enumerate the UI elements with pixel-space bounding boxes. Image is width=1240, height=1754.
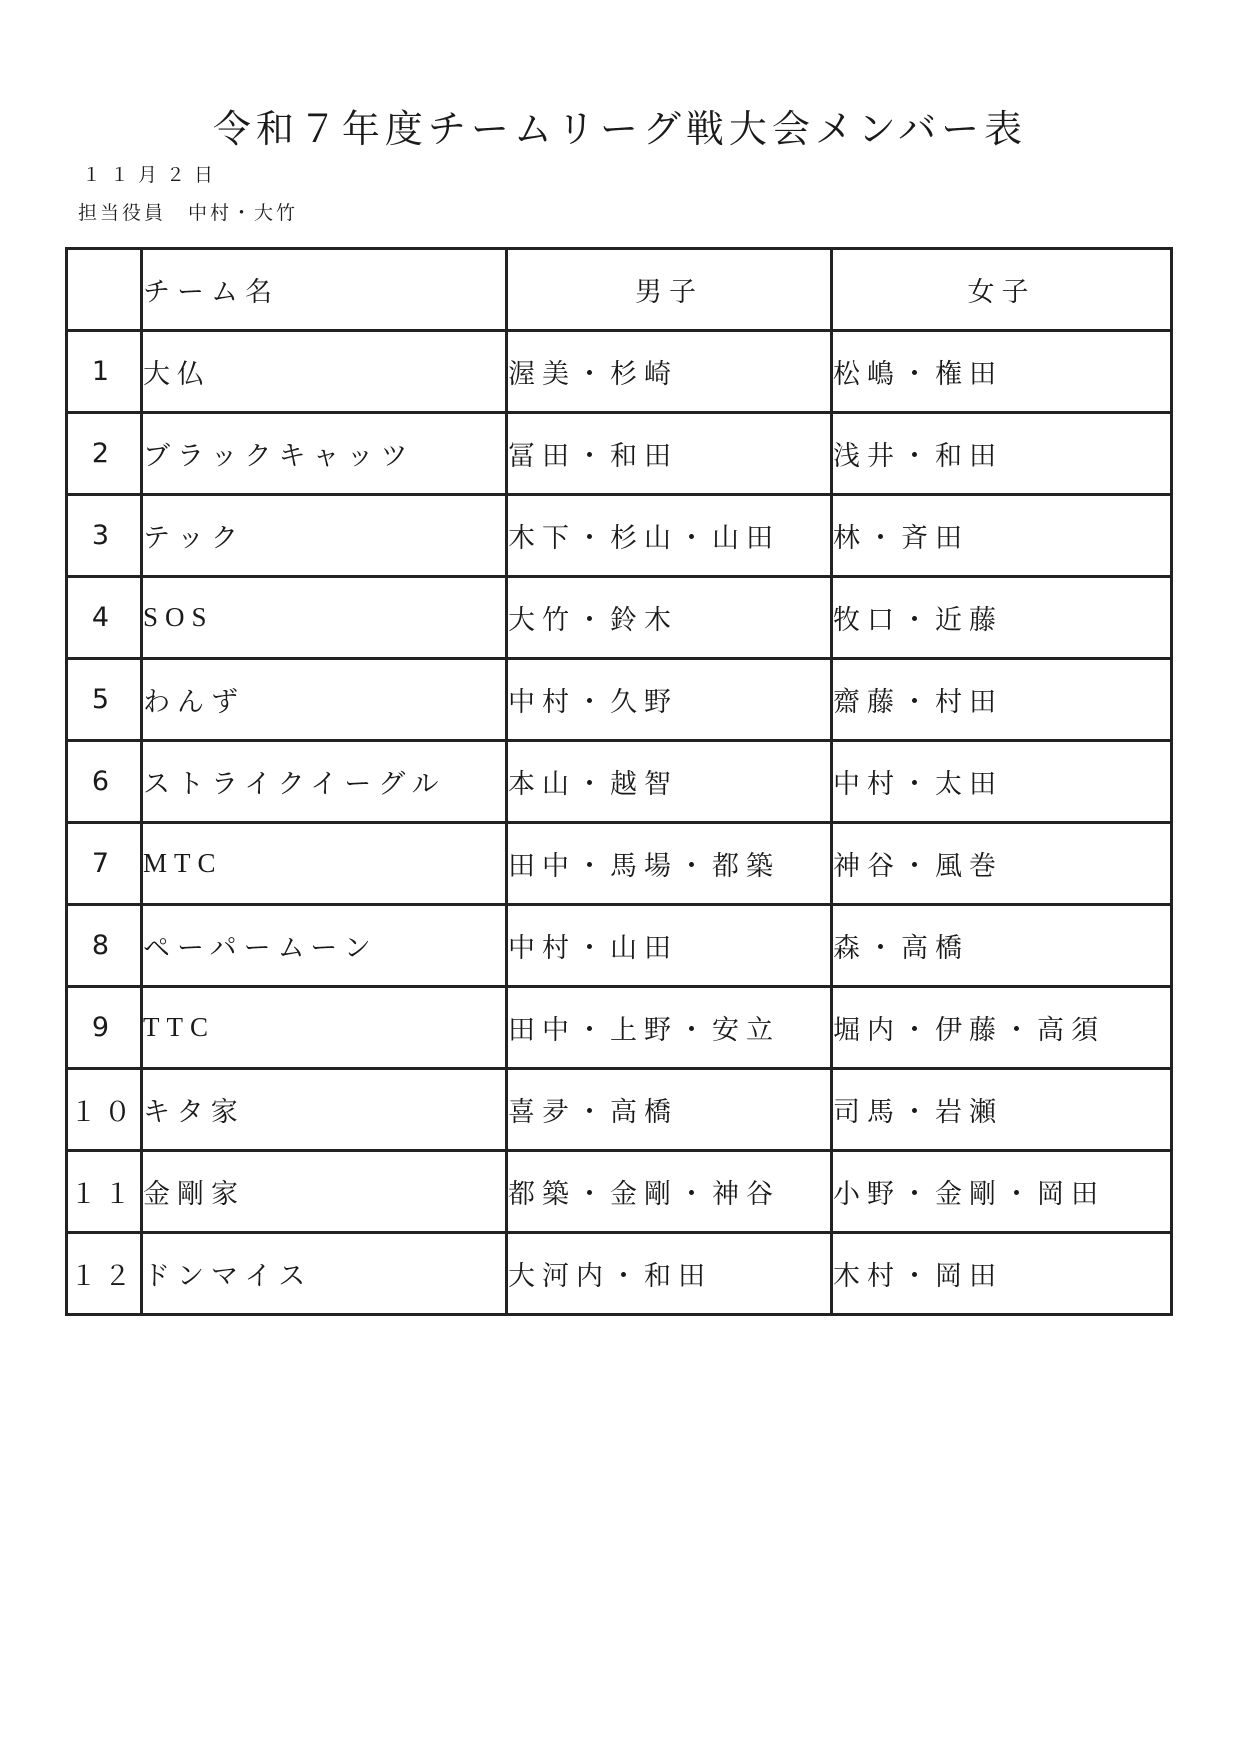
boys-members-cell: 田中・馬場・都築: [507, 823, 832, 905]
boys-members-cell: 木下・杉山・山田: [507, 495, 832, 577]
girls-members-cell: 木村・岡田: [832, 1233, 1172, 1315]
team-name-cell: 大仏: [142, 331, 507, 413]
header-boys: 男子: [507, 249, 832, 331]
document-date: １１月２日: [82, 164, 223, 186]
boys-members-cell: 大竹・鈴木: [507, 577, 832, 659]
row-number: 7: [67, 823, 142, 905]
officers-line: 担当役員 中村・大竹: [78, 202, 299, 224]
table-row: [67, 577, 1172, 659]
girls-members-cell: 小野・金剛・岡田: [832, 1151, 1172, 1233]
team-name-cell: SOS: [142, 577, 507, 659]
table-header-row: [67, 249, 1172, 331]
table-row: [67, 987, 1172, 1069]
row-number: 5: [67, 659, 142, 741]
table-row: [67, 823, 1172, 905]
row-number: １１: [67, 1151, 142, 1233]
row-number: 9: [67, 987, 142, 1069]
boys-members-cell: 田中・上野・安立: [507, 987, 832, 1069]
team-name-cell: テック: [142, 495, 507, 577]
team-name-cell: ブラックキャッツ: [142, 413, 507, 495]
girls-members-cell: 浅井・和田: [832, 413, 1172, 495]
header-team-name: チーム名: [142, 249, 507, 331]
girls-members-cell: 林・斉田: [832, 495, 1172, 577]
row-number: １２: [67, 1233, 142, 1315]
boys-members-cell: 中村・久野: [507, 659, 832, 741]
team-name-cell: TTC: [142, 987, 507, 1069]
girls-members-cell: 神谷・風巻: [832, 823, 1172, 905]
member-table: [65, 247, 1173, 1316]
header-girls: 女子: [832, 249, 1172, 331]
team-name-cell: キタ家: [142, 1069, 507, 1151]
boys-members-cell: 大河内・和田: [507, 1233, 832, 1315]
row-number: 4: [67, 577, 142, 659]
table-row: [67, 1151, 1172, 1233]
row-number: 3: [67, 495, 142, 577]
page-title: 令和７年度チームリーグ戦大会メンバー表: [212, 107, 1028, 151]
boys-members-cell: 本山・越智: [507, 741, 832, 823]
boys-members-cell: 喜夛・高橋: [507, 1069, 832, 1151]
girls-members-cell: 松嶋・権田: [832, 331, 1172, 413]
girls-members-cell: 森・高橋: [832, 905, 1172, 987]
team-name-cell: ペーパームーン: [142, 905, 507, 987]
team-name-cell: ドンマイス: [142, 1233, 507, 1315]
boys-members-cell: 渥美・杉崎: [507, 331, 832, 413]
row-number: 6: [67, 741, 142, 823]
girls-members-cell: 齋藤・村田: [832, 659, 1172, 741]
table-row: [67, 741, 1172, 823]
girls-members-cell: 堀内・伊藤・高須: [832, 987, 1172, 1069]
row-number: 8: [67, 905, 142, 987]
table-row: [67, 495, 1172, 577]
table-row: [67, 905, 1172, 987]
table-row: [67, 331, 1172, 413]
boys-members-cell: 中村・山田: [507, 905, 832, 987]
table-row: [67, 1233, 1172, 1315]
row-number: 1: [67, 331, 142, 413]
girls-members-cell: 牧口・近藤: [832, 577, 1172, 659]
table-row: [67, 413, 1172, 495]
team-name-cell: わんず: [142, 659, 507, 741]
boys-members-cell: 都築・金剛・神谷: [507, 1151, 832, 1233]
team-name-cell: MTC: [142, 823, 507, 905]
row-number: 2: [67, 413, 142, 495]
row-number: １０: [67, 1069, 142, 1151]
header-number: [67, 249, 142, 331]
girls-members-cell: 司馬・岩瀬: [832, 1069, 1172, 1151]
team-name-cell: ストライクイーグル: [142, 741, 507, 823]
table-row: [67, 659, 1172, 741]
table-row: [67, 1069, 1172, 1151]
girls-members-cell: 中村・太田: [832, 741, 1172, 823]
team-name-cell: 金剛家: [142, 1151, 507, 1233]
boys-members-cell: 冨田・和田: [507, 413, 832, 495]
